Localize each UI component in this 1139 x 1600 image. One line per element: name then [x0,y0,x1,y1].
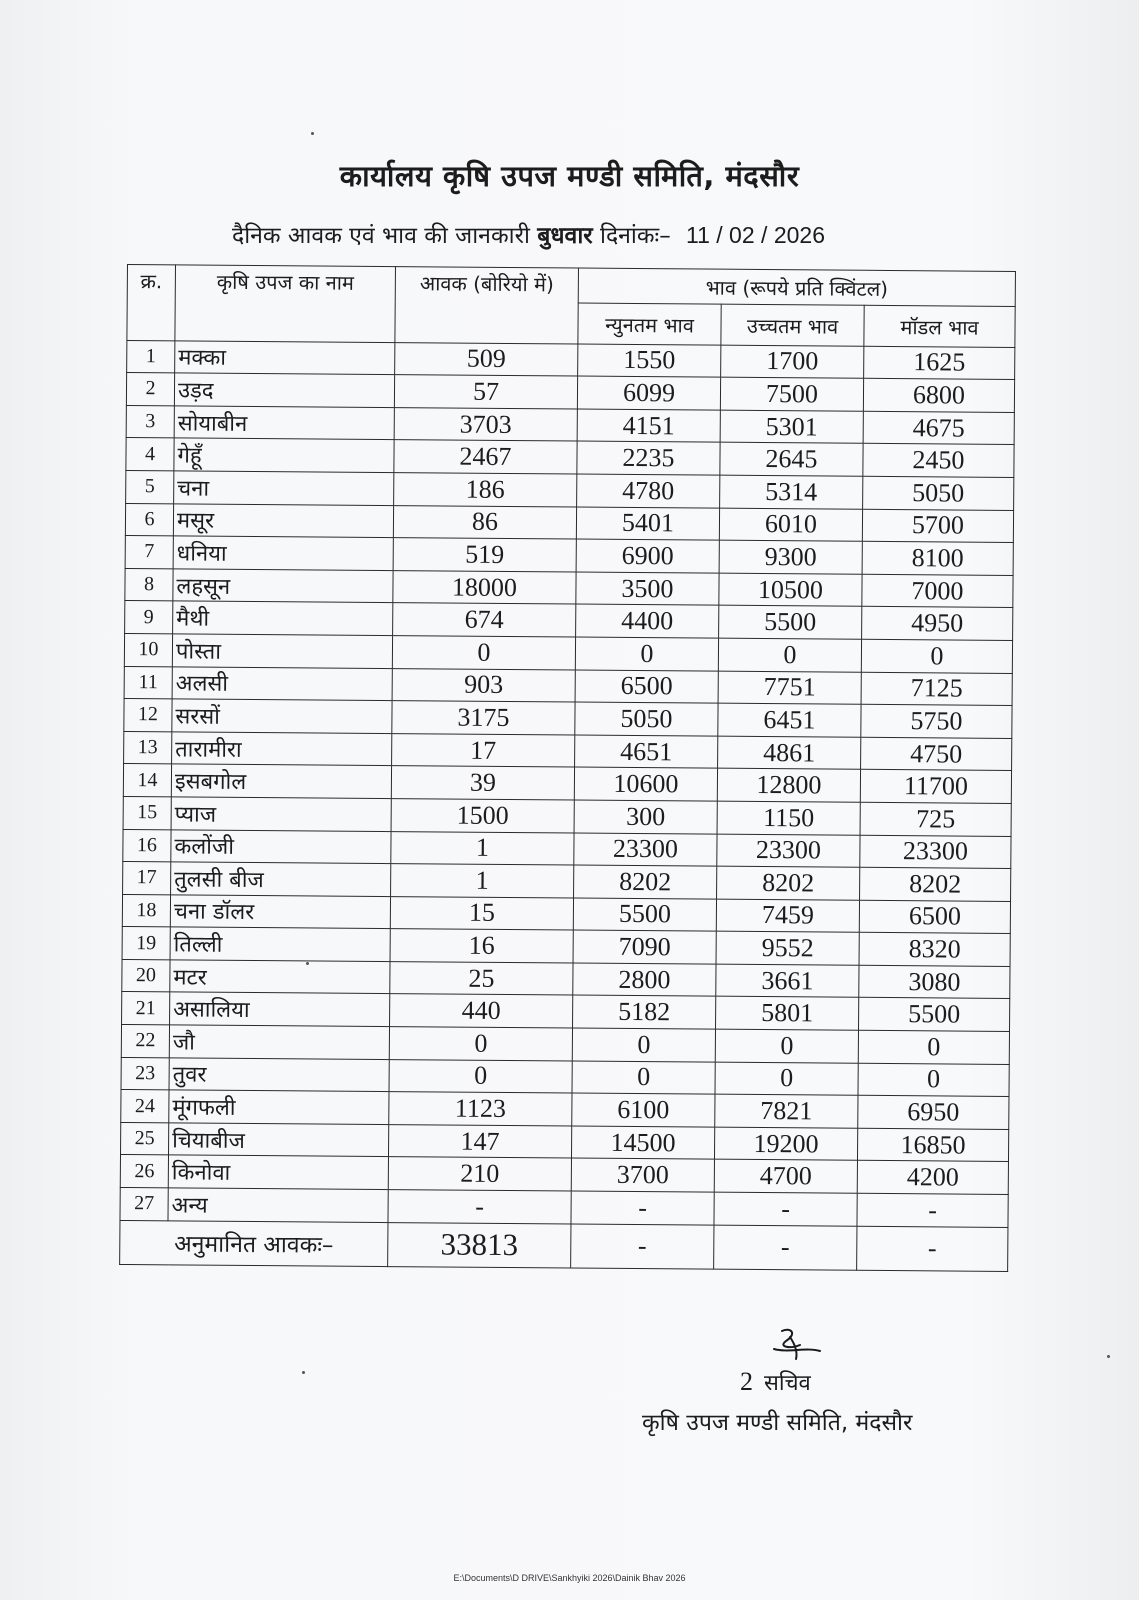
row-arrival: 1123 [389,1092,572,1126]
row-modal-price: 4675 [863,411,1014,445]
row-min-price: 23300 [574,833,717,867]
row-modal-price: 6800 [863,378,1014,412]
row-sn: 13 [124,731,172,764]
price-table [119,264,1016,1272]
speck [311,132,314,135]
total-min: - [571,1224,714,1269]
row-max-price: 5500 [719,606,862,640]
row-max-price: 19200 [714,1127,857,1161]
row-min-price: 6500 [575,670,718,704]
row-sn: 5 [126,470,174,503]
row-sn: 3 [126,405,174,438]
row-arrival: 17 [392,733,575,767]
row-crop-name: असालिया [170,992,390,1026]
row-crop-name: चियाबीज [169,1123,389,1157]
row-max-price: 6010 [719,508,862,542]
row-sn: 21 [122,992,170,1025]
row-sn: 20 [122,959,170,992]
file-path: E:\Documents\D DRIVE\Sankhyiki 2026\Dainik Bhav 2026 [453,1573,686,1583]
row-modal-price: 8100 [862,541,1013,575]
report-date: 11 / 02 / 2026 [686,222,825,248]
header-min-price: न्युनतम भाव [578,303,721,345]
row-sn: 24 [121,1090,169,1123]
row-sn: 19 [122,927,170,960]
weekday: बुधवार [537,223,593,249]
row-modal-price: 11700 [860,770,1011,804]
row-min-price: 8202 [574,865,717,899]
row-crop-name: अन्य [168,1188,388,1222]
row-min-price: 3500 [576,572,719,606]
row-crop-name: मक्का [175,340,395,374]
row-modal-price: 6500 [859,900,1010,934]
row-modal-price: 3080 [859,965,1010,999]
row-min-price: 2800 [573,963,716,997]
total-max: - [714,1225,857,1270]
row-sn: 2 [126,373,174,406]
subtitle-text: दैनिक आवक एवं भाव की जानकारी [232,223,530,249]
row-min-price: 10600 [574,767,717,801]
row-max-price: 5301 [720,410,863,444]
row-arrival: 1 [391,864,574,898]
row-min-price: 14500 [571,1126,714,1160]
row-max-price: 0 [718,638,861,672]
row-max-price: 4861 [718,736,861,770]
row-sn: 11 [124,666,172,699]
date-label: दिनांकः– [600,223,671,249]
row-min-price: 5500 [573,898,716,932]
row-arrival: 0 [389,1059,572,1093]
row-sn: 15 [123,796,171,829]
row-sn: 7 [125,536,173,569]
row-max-price: 7751 [718,671,861,705]
row-crop-name: प्याज [171,797,391,831]
row-min-price: 0 [572,1061,715,1095]
row-max-price: 0 [715,1029,858,1063]
row-arrival: 39 [391,766,574,800]
row-max-price: 10500 [719,573,862,607]
row-sn: 16 [123,829,171,862]
row-modal-price: 6950 [858,1096,1009,1130]
row-max-price: 6451 [718,703,861,737]
row-min-price: 3700 [571,1158,714,1192]
row-arrival: 1500 [391,798,574,832]
row-min-price: 1550 [578,344,721,378]
row-modal-price: 0 [858,1063,1009,1097]
header-price-group: भाव (रूपये प्रति क्विंटल) [578,268,1015,306]
row-crop-name: धनिया [173,536,393,570]
row-modal-price: 1625 [864,346,1015,380]
row-arrival: 1 [391,831,574,865]
row-min-price: 7090 [573,930,716,964]
row-crop-name: जौ [169,1025,389,1059]
row-crop-name: किनोवा [168,1155,388,1189]
row-max-price: 3661 [716,964,859,998]
header-crop-name: कृषि उपज का नाम [175,265,396,342]
row-sn: 25 [121,1122,169,1155]
row-arrival: 3703 [394,407,577,441]
speck [302,1371,305,1374]
row-modal-price: 4750 [861,737,1012,771]
total-arrival: 33813 [388,1222,571,1267]
row-min-price: 5182 [573,995,716,1029]
row-modal-price: 5700 [862,509,1013,543]
row-max-price: 23300 [717,834,860,868]
row-arrival: 509 [395,342,578,376]
row-modal-price: 8320 [859,933,1010,967]
row-modal-price: 8202 [860,867,1011,901]
row-crop-name: मूंगफली [169,1090,389,1124]
row-max-price: 8202 [717,866,860,900]
row-sn: 14 [123,764,171,797]
row-arrival: 25 [390,961,573,995]
row-arrival: 147 [388,1124,571,1158]
header-sn: क्र. [127,265,176,341]
row-min-price: 5401 [576,507,719,541]
row-sn: 4 [126,438,174,471]
row-min-price: 0 [572,1028,715,1062]
row-sn: 23 [121,1057,169,1090]
row-max-price: 0 [715,1062,858,1096]
total-label: अनुमानित आवकः– [120,1220,388,1266]
row-modal-price: 0 [858,1030,1009,1064]
total-modal: - [857,1226,1008,1271]
header-max-price: उच्चतम भाव [721,304,864,346]
row-crop-name: मैथी [173,601,393,635]
row-crop-name: चना डॉलर [170,895,390,929]
row-max-price: 1150 [717,801,860,835]
row-arrival: 3175 [392,701,575,735]
row-max-price: 7821 [715,1094,858,1128]
row-sn: 1 [127,340,175,373]
row-min-price: 4651 [575,735,718,769]
row-min-price: 0 [575,637,718,671]
row-min-price: 4780 [577,474,720,508]
row-sn: 10 [124,633,172,666]
row-max-price: 7500 [720,377,863,411]
row-modal-price: 0 [861,639,1012,673]
row-sn: 18 [122,894,170,927]
row-arrival: 18000 [393,570,576,604]
secretary-designation [740,1367,811,1397]
row-sn: 6 [125,503,173,536]
row-min-price: 6900 [576,539,719,573]
row-arrival: 440 [390,994,573,1028]
row-max-price: 5801 [716,997,859,1031]
header-modal-price: मॉडल भाव [864,305,1015,347]
committee-name: कृषि उपज मण्डी समिति, मंदसौर [642,1410,913,1436]
row-min-price: - [571,1191,714,1225]
row-sn: 8 [125,568,173,601]
row-crop-name: गेहूँ [174,438,394,472]
row-arrival: 674 [393,603,576,637]
report-subtitle [232,218,825,250]
row-sn: 12 [124,699,172,732]
row-modal-price: 5500 [859,998,1010,1032]
row-modal-price: 7000 [862,574,1013,608]
row-max-price: 2645 [720,443,863,477]
row-arrival: 903 [392,668,575,702]
row-arrival: 15 [390,896,573,930]
row-max-price: 9300 [719,540,862,574]
row-sn: 22 [121,1025,169,1058]
row-arrival: 57 [394,375,577,409]
row-modal-price: - [857,1193,1008,1227]
row-min-price: 6099 [577,376,720,410]
signature-mark [760,1327,830,1367]
row-min-price: 5050 [575,702,718,736]
row-crop-name: इसबगोल [171,764,391,798]
row-max-price: 12800 [717,768,860,802]
row-min-price: 4400 [576,604,719,638]
row-crop-name: उड़द [174,373,394,407]
row-crop-name: कलोंजी [171,829,391,863]
row-min-price: 4151 [577,409,720,443]
row-arrival: 2467 [394,440,577,474]
row-modal-price: 16850 [857,1128,1008,1162]
row-crop-name: तुवर [169,1058,389,1092]
row-min-price: 6100 [572,1093,715,1127]
row-max-price: 1700 [721,345,864,379]
row-crop-name: चना [174,471,394,505]
row-max-price: - [714,1192,857,1226]
row-crop-name: अलसी [172,666,392,700]
designation: सचिव [764,1371,811,1396]
row-max-price: 4700 [714,1160,857,1194]
row-modal-price: 725 [860,802,1011,836]
header-arrival: आवक (बोरियो में) [395,267,579,344]
row-min-price: 2235 [577,441,720,475]
row-crop-name: मटर [170,960,390,994]
row-crop-name: लहसून [173,569,393,603]
row-crop-name: पोस्ता [172,634,392,668]
row-arrival: 16 [390,929,573,963]
row-modal-price: 23300 [860,835,1011,869]
office-title: कार्यालय कृषि उपज मण्डी समिति, मंदसौर [339,159,800,193]
row-crop-name: तिल्ली [170,927,390,961]
row-modal-price: 5050 [863,476,1014,510]
row-crop-name: सोयाबीन [174,406,394,440]
row-arrival: 186 [394,473,577,507]
row-modal-price: 4200 [857,1161,1008,1195]
row-modal-price: 2450 [863,444,1014,478]
row-modal-price: 4950 [862,607,1013,641]
row-arrival: 210 [388,1157,571,1191]
row-max-price: 9552 [716,931,859,965]
speck [1107,1355,1110,1358]
row-modal-price: 5750 [861,704,1012,738]
row-sn: 26 [120,1155,168,1188]
row-sn: 27 [120,1188,168,1221]
row-crop-name: तुलसी बीज [171,862,391,896]
row-crop-name: तारामीरा [172,732,392,766]
row-arrival: 519 [393,538,576,572]
row-max-price: 5314 [720,475,863,509]
table-body [120,340,1015,1227]
signature-number: 2 [740,1367,753,1396]
row-modal-price: 7125 [861,672,1012,706]
row-arrival: - [388,1190,571,1224]
row-sn: 9 [125,601,173,634]
row-crop-name: मसूर [173,503,393,537]
row-arrival: 86 [393,505,576,539]
row-crop-name: सरसों [172,699,392,733]
row-sn: 17 [123,862,171,895]
row-max-price: 7459 [716,899,859,933]
row-min-price: 300 [574,800,717,834]
row-arrival: 0 [389,1027,572,1061]
row-arrival: 0 [392,636,575,670]
